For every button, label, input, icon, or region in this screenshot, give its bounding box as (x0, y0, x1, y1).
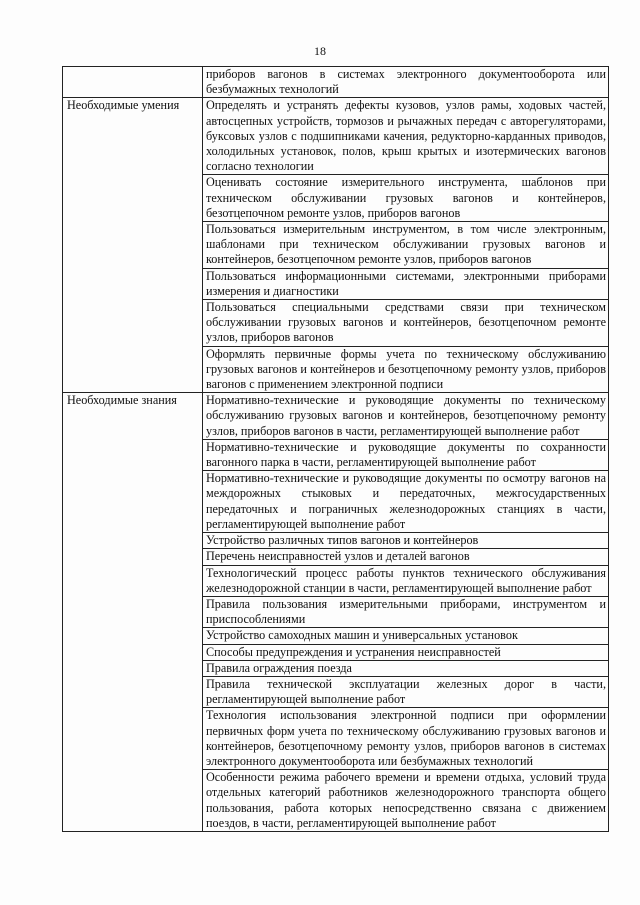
table-cell: Оформлять первичные формы учета по техническому обслуживанию грузовых вагонов и контейнеров и безотцепочному ремонту узлов, приборов вагонов с применением электронной подписи (203, 346, 609, 393)
table-cell: Особенности режима рабочего времени и времени отдыха, условий труда отдельных категорий работников железнодорожного транспорта общего пользования, работа которых непосредственно связана с движением поездов, в части, регламентирующей выполнение работ (203, 770, 609, 832)
table-row (63, 393, 609, 440)
table-cell: Определять и устранять дефекты кузовов, узлов рамы, ходовых частей, автосцепных устройств, тормозов и рычажных передач с авторегуляторами, буксовых узлов с подшипниками качения, редукторно-карданных приводов, холодильных установок, полов, крыш крытых и изотермических вагонов согласно технологии (203, 98, 609, 175)
table-cell: Нормативно-технические и руководящие документы по сохранности вагонного парка в части, регламентирующей выполнение работ (203, 439, 609, 470)
table-body (63, 67, 609, 832)
row-header-empty (63, 67, 203, 98)
table-cell: Технологический процесс работы пунктов технического обслуживания железнодорожной станции в части, регламентирующей выполнение работ (203, 565, 609, 596)
table-cell: приборов вагонов в системах электронного документооборота или безбумажных технологий (203, 67, 609, 98)
table-cell: Устройство различных типов вагонов и контейнеров (203, 533, 609, 549)
table-cell: Способы предупреждения и устранения неисправностей (203, 644, 609, 660)
table-cell: Правила ограждения поезда (203, 660, 609, 676)
table-cell: Пользоваться информационными системами, электронными приборами измерения и диагностики (203, 268, 609, 299)
table-cell: Оценивать состояние измерительного инструмента, шаблонов при техническом обслуживании грузовых вагонов и контейнеров, безотцепочном ремонте узлов, приборов вагонов (203, 175, 609, 222)
table-cell: Нормативно-технические и руководящие документы по осмотру вагонов на междорожных стыковых и передаточных, межгосударственных передаточных и пограничных железнодорожных станциях в части, регламентирующей выполнение работ (203, 471, 609, 533)
table-cell: Технология использования электронной подписи при оформлении первичных форм учета по техническому обслуживанию грузовых вагонов и контейнеров, безотцепочному ремонту узлов, приборов вагонов в системах электронного документооборота или безбумажных технологий (203, 708, 609, 770)
table-cell: Пользоваться специальными средствами связи при техническом обслуживании грузовых вагонов и контейнеров, безотцепочном ремонте узлов, приборов вагонов (203, 300, 609, 347)
table-cell: Правила технической эксплуатации железных дорог в части, регламентирующей выполнение работ (203, 676, 609, 707)
page-number: 18 (314, 44, 326, 58)
table-cell: Пользоваться измерительным инструментом, в том числе электронным, шаблонами при техническом обслуживании грузовых вагонов и контейнеров, безотцепочном ремонте узлов, приборов вагонов (203, 222, 609, 269)
table-cell: Правила пользования измерительными приборами, инструментом и приспособлениями (203, 596, 609, 627)
row-header-knowledge: Необходимые знания (63, 393, 203, 832)
table-row (63, 67, 609, 98)
row-header-skills: Необходимые умения (63, 98, 203, 393)
table-cell: Нормативно-технические и руководящие документы по техническому обслуживанию грузовых вагонов и контейнеров, безотцепочному ремонту узлов, приборов вагонов в части, регламентирующей выполнение работ (203, 393, 609, 440)
table-row (63, 98, 609, 175)
table-cell: Устройство самоходных машин и универсальных установок (203, 628, 609, 644)
table-cell: Перечень неисправностей узлов и деталей вагонов (203, 549, 609, 565)
competency-table (62, 66, 609, 832)
